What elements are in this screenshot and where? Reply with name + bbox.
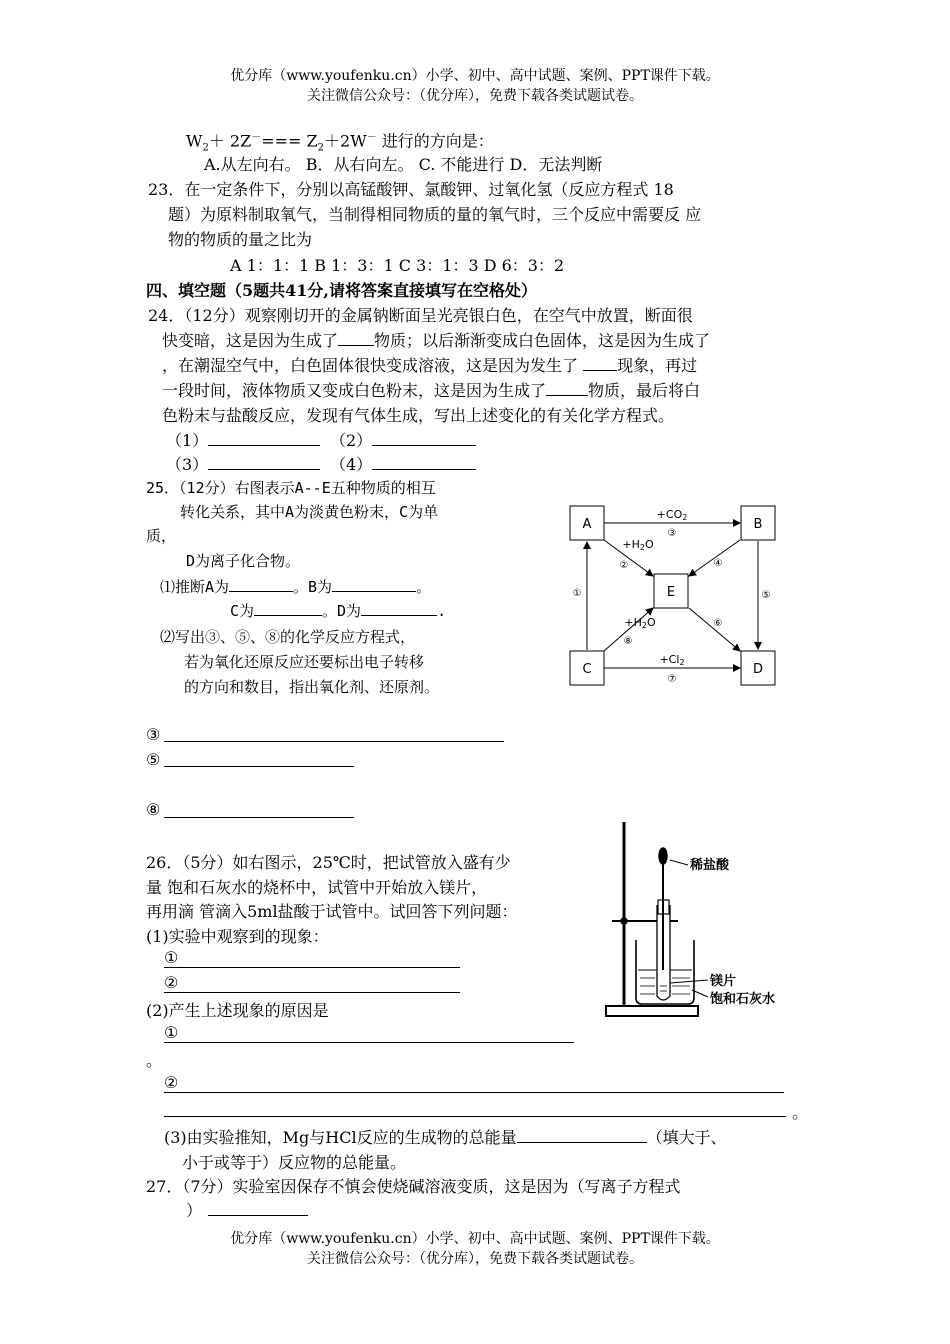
q26-line-answer-1a[interactable] [164, 967, 460, 968]
q22-options: A.从左向右。 B．从右向左。 C. 不能进行 D．无法判断 [204, 155, 603, 174]
q25-blank-a[interactable] [229, 576, 293, 592]
label-mg: 镁片 [710, 974, 737, 989]
q25-line-9: 的方向和数目，指出氧化剂、还原剂。 [184, 678, 440, 696]
q26-line-answer-2c[interactable] [164, 1116, 786, 1117]
q23-line-3: 物的物质的量之比为 [168, 230, 313, 249]
q26-line-answer-2b[interactable] [164, 1092, 784, 1093]
q24-blank-3[interactable] [546, 380, 588, 396]
q25-line-4: D为离子化合物。 [186, 552, 301, 570]
q26-line-answer-1b[interactable] [164, 992, 460, 993]
q26-circle-1b: ② [164, 973, 179, 992]
label-line-acid [670, 860, 688, 865]
dropper-bulb [659, 848, 667, 864]
q23-line-1: 23．在一定条件下，分别以高锰酸钾、氯酸钾、过氧化氢（反应方程式 18 [148, 180, 674, 199]
q26-circle-2b: ② [164, 1073, 179, 1092]
q23-line-2: 题）为原料制取氧气，当制得相同物质的量的氧气时，三个反应中需要反 应 [168, 205, 702, 224]
q27-blank[interactable] [208, 1200, 308, 1216]
q24-line-4: 一段时间，液体物质又变成白色粉末，这是因为生成了 物质，最后将白 [162, 381, 701, 400]
q27-line-1: 27．（7分）实验室因保存不慎会使烧碱溶液变质，这是因为（写离子方程式 [146, 1177, 681, 1196]
label-lime-water: 饱和石灰水 [710, 992, 776, 1007]
q24-answer-3: （3） [166, 452, 320, 475]
q26-sub-3-cont: 小于或等于）反应物的总能量。 [182, 1153, 407, 1172]
node-b: B [753, 517, 763, 532]
label-num-2: ② [619, 560, 629, 571]
q26-period-2: 。 [792, 1103, 809, 1122]
q26-blank-energy[interactable] [517, 1127, 647, 1143]
q25-answer-label-3: ③ [146, 725, 161, 744]
q26-circle-2a: ① [164, 1023, 179, 1042]
q22-equation: $W_2+ 2Z^-=== Z_2+2W^-$ 进行的方向是： [186, 131, 494, 154]
q25-answer-label-8: ⑧ [146, 800, 161, 819]
q26-sub-2: (2)产生上述现象的原因是 [146, 1001, 329, 1020]
q24-answer-2: （2） [330, 428, 476, 451]
stand-base [606, 1006, 698, 1016]
q26-period-1: 。 [146, 1051, 163, 1070]
q24-line-1: 24．（12分）观察刚切开的金属钠断面呈光亮银白色，在空气中放置，断面很 [148, 306, 693, 325]
label-cl2: +Cl2 [659, 653, 685, 667]
label-h2o-bottom: +H2O [624, 616, 656, 630]
q26-circle-1a: ① [164, 948, 179, 967]
q25-answer-line-3[interactable] [164, 741, 504, 742]
q23-options: A 1：1：1 B 1：3：1 C 3：1：3 D 6：3：2 [230, 256, 565, 275]
label-num-7: ⑦ [667, 674, 677, 685]
label-co2: +CO2 [656, 508, 688, 522]
arrow-e-d [689, 608, 740, 651]
footer-line-2: 关注微信公众号：（优分库），免费下载各类试题试卷。 [307, 1251, 643, 1267]
q27-line-2: ） [186, 1198, 308, 1221]
q26-line-2: 量 饱和石灰水的烧杯中，试管中开始放入镁片， [146, 878, 488, 897]
node-e: E [666, 585, 676, 600]
q25-line-3: 质， [146, 527, 177, 545]
q25-answer-label-5: ⑤ [146, 750, 161, 769]
header-line-2: 关注微信公众号：（优分库），免费下载各类试题试卷。 [307, 88, 643, 104]
q25-line-2: 转化关系，其中A为淡黄色粉末，C为单 [180, 503, 439, 521]
label-num-3: ③ [667, 528, 677, 539]
q26-line-answer-2a[interactable] [164, 1042, 574, 1043]
label-num-1: ① [572, 588, 582, 599]
q26-sub-1: (1)实验中观察到的现象： [146, 927, 329, 946]
q25-line-1: 25．（12分）右图表示A--E五种物质的相互 [146, 479, 436, 497]
q25-answer-line-8[interactable] [164, 817, 354, 818]
q25-line-5: ⑴推断A为 。B为 。 [160, 578, 432, 596]
q25-blank-d[interactable] [361, 600, 437, 616]
q24-answer-4: （4） [330, 452, 476, 475]
label-num-8: ⑧ [623, 636, 633, 647]
q24-line-3: ，在潮湿空气中，白色固体很快变成溶液，这是因为发生了 现象，再过 [162, 356, 698, 375]
q24-answer-1: （1） [166, 428, 320, 451]
node-a: A [582, 517, 592, 532]
q24-line-5: 色粉末与盐酸反应，发现有气体生成，写出上述变化的有关化学方程式。 [162, 406, 675, 425]
q25-line-7: ⑵写出③、⑤、⑧的化学反应方程式， [160, 628, 416, 646]
section-4-title: 四、填空题（5题共41分,请将答案直接填写在空格处） [146, 281, 537, 300]
q25-blank-b[interactable] [332, 576, 416, 592]
label-h2o-top: +H2O [622, 538, 654, 552]
q26-line-3: 再用滴 管滴入5ml盐酸于试管中。试回答下列问题： [146, 902, 518, 921]
q24-blank-2[interactable] [583, 355, 617, 371]
q25-conversion-diagram [560, 498, 800, 690]
label-num-5: ⑤ [761, 590, 771, 601]
node-c: C [582, 662, 592, 677]
q25-answer-line-5[interactable] [164, 766, 354, 767]
q24-blank-1[interactable] [338, 330, 374, 346]
header-line-1: 优分库（www.youfenku.cn）小学、初中、高中试题、案例、PPT课件下载。 [230, 68, 720, 84]
q25-line-6: C为 。D为 . [230, 602, 447, 620]
label-num-6: ⑥ [713, 618, 723, 629]
q26-apparatus-figure [600, 820, 800, 1025]
clamp-knob [621, 918, 627, 924]
label-line-mg [670, 980, 708, 983]
q24-line-2: 快变暗，这是因为生成了 物质；以后渐渐变成白色固体，这是因为生成了 [162, 331, 711, 350]
label-num-4: ④ [713, 558, 723, 569]
q25-blank-c[interactable] [254, 600, 322, 616]
footer-line-1: 优分库（www.youfenku.cn）小学、初中、高中试题、案例、PPT课件下载。 [230, 1231, 720, 1247]
q26-line-1: 26．（5分）如右图示，25℃时，把试管放入盛有少 [146, 853, 511, 872]
label-dilute-hcl: 稀盐酸 [690, 858, 730, 873]
q26-sub-3: (3)由实验推知，Mg与HCl反应的生成物的总能量 （填大于、 [164, 1128, 727, 1147]
node-d: D [752, 662, 764, 677]
q25-line-8: 若为氧化还原反应还要标出电子转移 [184, 653, 425, 671]
